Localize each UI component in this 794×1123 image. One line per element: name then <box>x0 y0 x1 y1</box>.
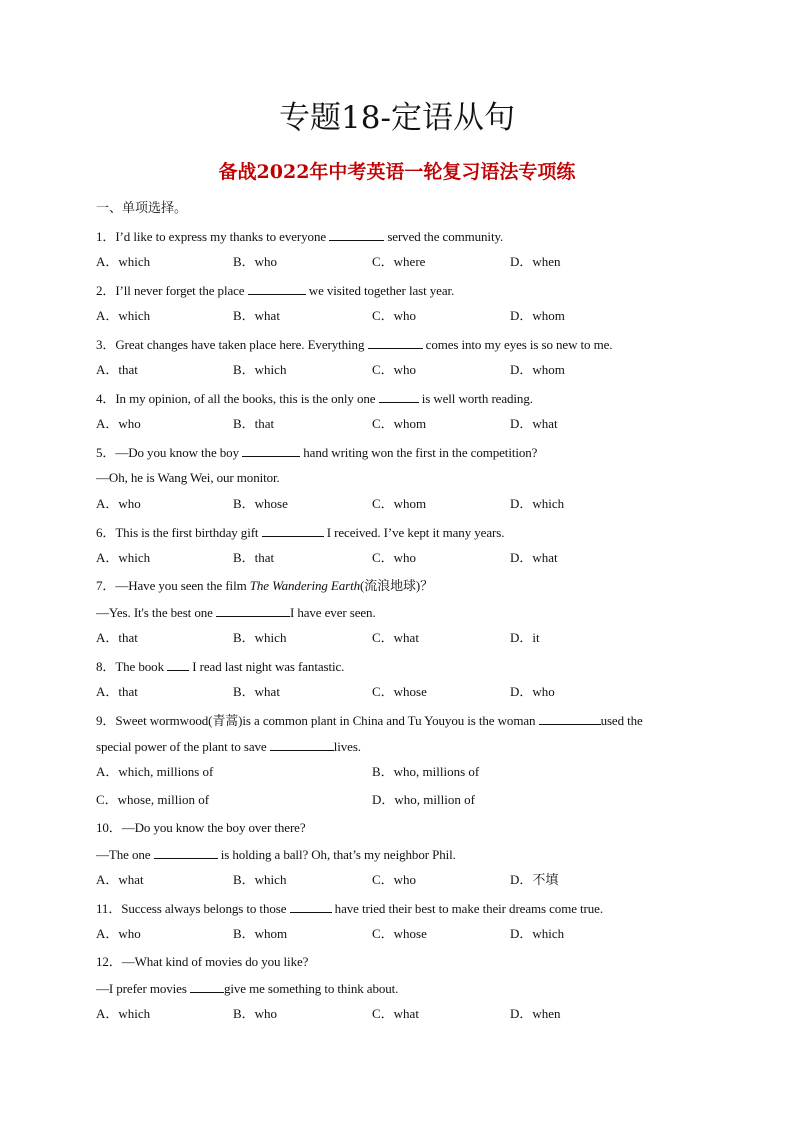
question-10: 10．—Do you know the boy over there? <box>96 820 306 835</box>
option-c[interactable]: C．whose <box>372 926 427 941</box>
option-a[interactable]: A．that <box>96 684 138 699</box>
question-12-reply: —I prefer movies give me something to think about. <box>96 978 706 1004</box>
options-4 <box>96 414 706 442</box>
answer-blank <box>368 334 423 349</box>
options-2 <box>96 306 706 334</box>
question-1: 1．I’d like to express my thanks to everyone served the community. <box>96 226 706 252</box>
option-b[interactable]: B．who <box>233 1006 278 1021</box>
option-b[interactable]: B．whose <box>233 496 288 511</box>
options-12 <box>96 1004 706 1032</box>
option-c[interactable]: C．whom <box>372 416 427 431</box>
option-b[interactable]: B．who <box>233 254 278 269</box>
answer-blank <box>216 602 290 617</box>
options-5 <box>96 494 706 522</box>
film-title: The Wandering Earth <box>249 578 361 593</box>
option-c[interactable]: C．who <box>372 872 417 887</box>
option-c[interactable]: C．whose <box>372 684 427 699</box>
question-9-cont: special power of the plant to save lives. <box>96 736 706 762</box>
question-4: 4．In my opinion, of all the books, this is the only one is well worth reading. <box>96 388 706 414</box>
option-a[interactable]: A．who <box>96 496 141 511</box>
answer-blank <box>167 656 189 671</box>
option-a[interactable]: A．that <box>96 630 138 645</box>
option-c[interactable]: C．who <box>372 550 417 565</box>
options-1 <box>96 252 706 280</box>
option-a[interactable]: A．which <box>96 308 151 323</box>
question-11: 11．Success always belongs to those have tried their best to make their dreams come true. <box>96 898 706 924</box>
question-5: 5．—Do you know the boy hand writing won the first in the competition? <box>96 442 706 468</box>
option-c[interactable]: C．where <box>372 254 426 269</box>
option-d[interactable]: D．whom <box>510 308 565 323</box>
answer-blank <box>190 978 224 993</box>
option-c[interactable]: C．who <box>372 308 417 323</box>
option-a[interactable]: A．who <box>96 416 141 431</box>
answer-blank <box>539 710 601 725</box>
option-c[interactable]: C．who <box>372 362 417 377</box>
option-c[interactable]: C．what <box>372 1006 419 1021</box>
option-a[interactable]: A．which, millions of <box>96 764 214 779</box>
question-8: 8．The book I read last night was fantastic. <box>96 656 706 682</box>
options-9-row2 <box>96 790 706 818</box>
option-c[interactable]: C．what <box>372 630 419 645</box>
answer-blank <box>248 280 306 295</box>
option-d[interactable]: D．whom <box>510 362 565 377</box>
option-d[interactable]: D．which <box>510 496 565 511</box>
question-list <box>96 226 706 1032</box>
answer-blank <box>154 844 218 859</box>
options-8 <box>96 682 706 710</box>
option-b[interactable]: B．which <box>233 872 287 887</box>
options-6 <box>96 548 706 576</box>
page-title: 专题18-定语从句 <box>279 100 515 136</box>
question-5-reply: —Oh, he is Wang Wei, our monitor. <box>96 470 280 485</box>
option-b[interactable]: B．whom <box>233 926 288 941</box>
option-d[interactable]: D．who, million of <box>372 792 475 807</box>
option-b[interactable]: B．which <box>233 630 287 645</box>
option-d[interactable]: D．which <box>510 926 565 941</box>
option-d[interactable]: D．不填 <box>510 872 559 887</box>
answer-blank <box>290 898 332 913</box>
section-heading: 一、单项选择。 <box>96 201 188 216</box>
page-subtitle: 备战2022年中考英语一轮复习语法专项练 <box>218 161 576 183</box>
option-a[interactable]: A．which <box>96 1006 151 1021</box>
option-a[interactable]: A．who <box>96 926 141 941</box>
option-d[interactable]: D．when <box>510 254 561 269</box>
option-b[interactable]: B．that <box>233 416 275 431</box>
question-6: 6．This is the first birthday gift I received. I’ve kept it many years. <box>96 522 706 548</box>
question-3: 3．Great changes have taken place here. Everything comes into my eyes is so new to me. <box>96 334 706 360</box>
option-a[interactable]: A．which <box>96 550 151 565</box>
question-7: 7．—Have you seen the film The Wandering Earth(流浪地球)？ <box>96 578 434 593</box>
answer-blank <box>329 226 384 241</box>
option-a[interactable]: A．that <box>96 362 138 377</box>
option-d[interactable]: D．it <box>510 630 540 645</box>
option-b[interactable]: B．what <box>233 308 280 323</box>
answer-blank <box>242 442 300 457</box>
options-10 <box>96 870 706 898</box>
question-2: 2．I’ll never forget the place we visited together last year. <box>96 280 706 306</box>
option-d[interactable]: D．what <box>510 550 558 565</box>
options-11 <box>96 924 706 952</box>
question-7-reply: —Yes. It's the best one I have ever seen. <box>96 602 706 628</box>
option-c[interactable]: C．whose, million of <box>96 792 210 807</box>
options-7 <box>96 628 706 656</box>
answer-blank <box>270 736 334 751</box>
option-d[interactable]: D．what <box>510 416 558 431</box>
answer-blank <box>379 388 419 403</box>
options-3 <box>96 360 706 388</box>
options-9-row1 <box>96 762 706 790</box>
option-b[interactable]: B．what <box>233 684 280 699</box>
option-b[interactable]: B．that <box>233 550 275 565</box>
option-a[interactable]: A．which <box>96 254 151 269</box>
option-d[interactable]: D．who <box>510 684 555 699</box>
option-d[interactable]: D．when <box>510 1006 561 1021</box>
question-12: 12．—What kind of movies do you like? <box>96 954 309 969</box>
question-9: 9．Sweet wormwood(青蒿)is a common plant in China and Tu Youyou is the woman used the <box>96 710 706 736</box>
option-b[interactable]: B．who, millions of <box>372 764 480 779</box>
option-c[interactable]: C．whom <box>372 496 427 511</box>
option-a[interactable]: A．what <box>96 872 144 887</box>
question-10-reply: —The one is holding a ball? Oh, that’s my neighbor Phil. <box>96 844 706 870</box>
answer-blank <box>262 522 324 537</box>
option-b[interactable]: B．which <box>233 362 287 377</box>
